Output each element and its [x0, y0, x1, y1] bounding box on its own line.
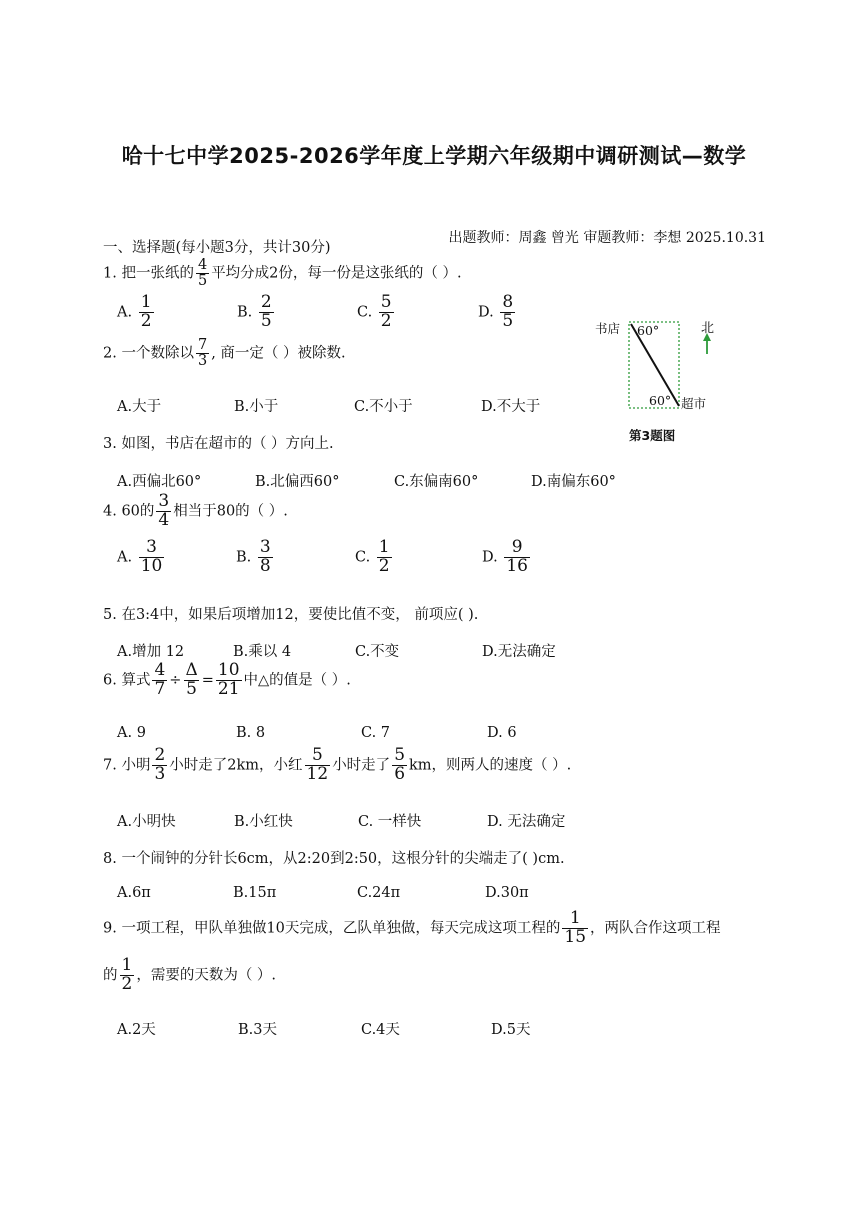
figure-caption: 第3题图 — [629, 428, 676, 443]
question-9-line-2: 的 $\frac{1}{2}$ ，需要的天数为（ ）. — [103, 955, 277, 994]
q7-option-b[interactable]: B.小红快 — [234, 814, 293, 830]
q9-option-c[interactable]: C.4天 — [361, 1022, 400, 1038]
direction-diagram — [593, 316, 743, 446]
question-4: 4. 60的 $\frac{3}{4}$ 相当于80的（ ）. — [103, 491, 288, 530]
q3-option-b[interactable]: B.北偏西60° — [255, 474, 340, 490]
q9-option-b[interactable]: B.3天 — [238, 1022, 277, 1038]
q8-option-c[interactable]: C.24π — [357, 885, 401, 901]
q4-option-b[interactable]: B. $\frac{3}{8}$ — [236, 537, 271, 576]
q8-option-d[interactable]: D.30π — [485, 885, 529, 901]
q2-option-a[interactable]: A.大于 — [117, 399, 162, 415]
q5-option-c[interactable]: C.不变 — [355, 644, 400, 660]
q6-option-d[interactable]: D. 6 — [487, 725, 517, 741]
angle-top-label: 60° — [637, 323, 660, 338]
q5-option-a[interactable]: A.增加 12 — [117, 644, 185, 660]
q2-option-d[interactable]: D.不大于 — [481, 399, 541, 415]
fraction: $\frac{4}{5}$ — [197, 257, 208, 290]
q2-option-c[interactable]: C.不小于 — [354, 399, 413, 415]
direction-figure — [593, 316, 743, 446]
question-2: 2. 一个数除以 $\frac{7}{3}$ , 商一定（ ）被除数. — [103, 337, 346, 370]
question-3: 3. 如图，书店在超市的（ ）方向上. — [103, 436, 334, 452]
question-9-line-1: 9. 一项工程，甲队单独做10天完成，乙队单独做，每天完成这项工程的 $\frac{1}{15}$ ，两队合作这项工程 — [103, 908, 721, 947]
q6-option-b[interactable]: B. 8 — [236, 725, 266, 741]
q3-option-c[interactable]: C.东偏南60° — [394, 474, 479, 490]
q4-option-a[interactable]: A. $\frac{3}{10}$ — [117, 537, 163, 576]
angle-bottom-label: 60° — [649, 393, 672, 408]
q1-option-d[interactable]: D. $\frac{8}{5}$ — [478, 292, 514, 331]
market-label: 超市 — [681, 396, 707, 411]
q1-option-a[interactable]: A. $\frac{1}{2}$ — [117, 292, 152, 331]
question-5: 5. 在3:4中，如果后项增加12，要使比值不变， 前项应( ). — [103, 607, 479, 623]
question-7: 7. 小明 $\frac{2}{3}$ 小时走了2km，小红 $\frac{5}{12}$ 小时走了 $\frac{5}{6}$ km，则两人的速度（ ）. — [103, 745, 572, 784]
q3-option-d[interactable]: D.南偏东60° — [531, 474, 616, 490]
q5-option-d[interactable]: D.无法确定 — [482, 644, 556, 660]
question-8: 8. 一个闹钟的分针长6cm，从2:20到2:50，这根分针的尖端走了( )cm. — [103, 851, 565, 867]
q1-option-b[interactable]: B. $\frac{2}{5}$ — [237, 292, 272, 331]
store-label: 书店 — [595, 321, 621, 336]
question-1: 1. 把一张纸的 $\frac{4}{5}$ 平均分成2份，每一份是这张纸的（ ）. — [103, 257, 462, 290]
section-heading: 一、选择题(每小题3分，共计30分) — [103, 240, 331, 256]
q1-option-c[interactable]: C. $\frac{5}{2}$ — [357, 292, 392, 331]
q6-option-c[interactable]: C. 7 — [361, 725, 391, 741]
q6-option-a[interactable]: A. 9 — [117, 725, 146, 741]
q8-option-b[interactable]: B.15π — [233, 885, 277, 901]
q9-option-d[interactable]: D.5天 — [491, 1022, 531, 1038]
q9-option-a[interactable]: A.2天 — [117, 1022, 156, 1038]
q5-option-b[interactable]: B.乘以 4 — [233, 644, 292, 660]
q7-option-d[interactable]: D. 无法确定 — [487, 814, 566, 830]
q3-option-a[interactable]: A.西偏北60° — [117, 474, 202, 490]
north-label: 北 — [701, 321, 715, 336]
q7-option-c[interactable]: C. 一样快 — [358, 814, 422, 830]
q7-option-a[interactable]: A.小明快 — [117, 814, 176, 830]
question-6: 6. 算式 $\frac{4}{7}$ ÷ $\frac{\Delta}{5}$ = $\frac{10}{21}$ 中△的值是（ ）. — [103, 660, 351, 699]
q2-option-b[interactable]: B.小于 — [234, 399, 279, 415]
q8-option-a[interactable]: A.6π — [117, 885, 151, 901]
q4-option-d[interactable]: D. $\frac{9}{16}$ — [482, 537, 528, 576]
page-title: 哈十七中学2025-2026学年度上学期六年级期中调研测试—数学 — [121, 144, 747, 168]
q4-option-c[interactable]: C. $\frac{1}{2}$ — [355, 537, 390, 576]
teacher-byline: 出题教师：周鑫 曾光 审题教师：李想 2025.10.31 — [448, 230, 766, 246]
